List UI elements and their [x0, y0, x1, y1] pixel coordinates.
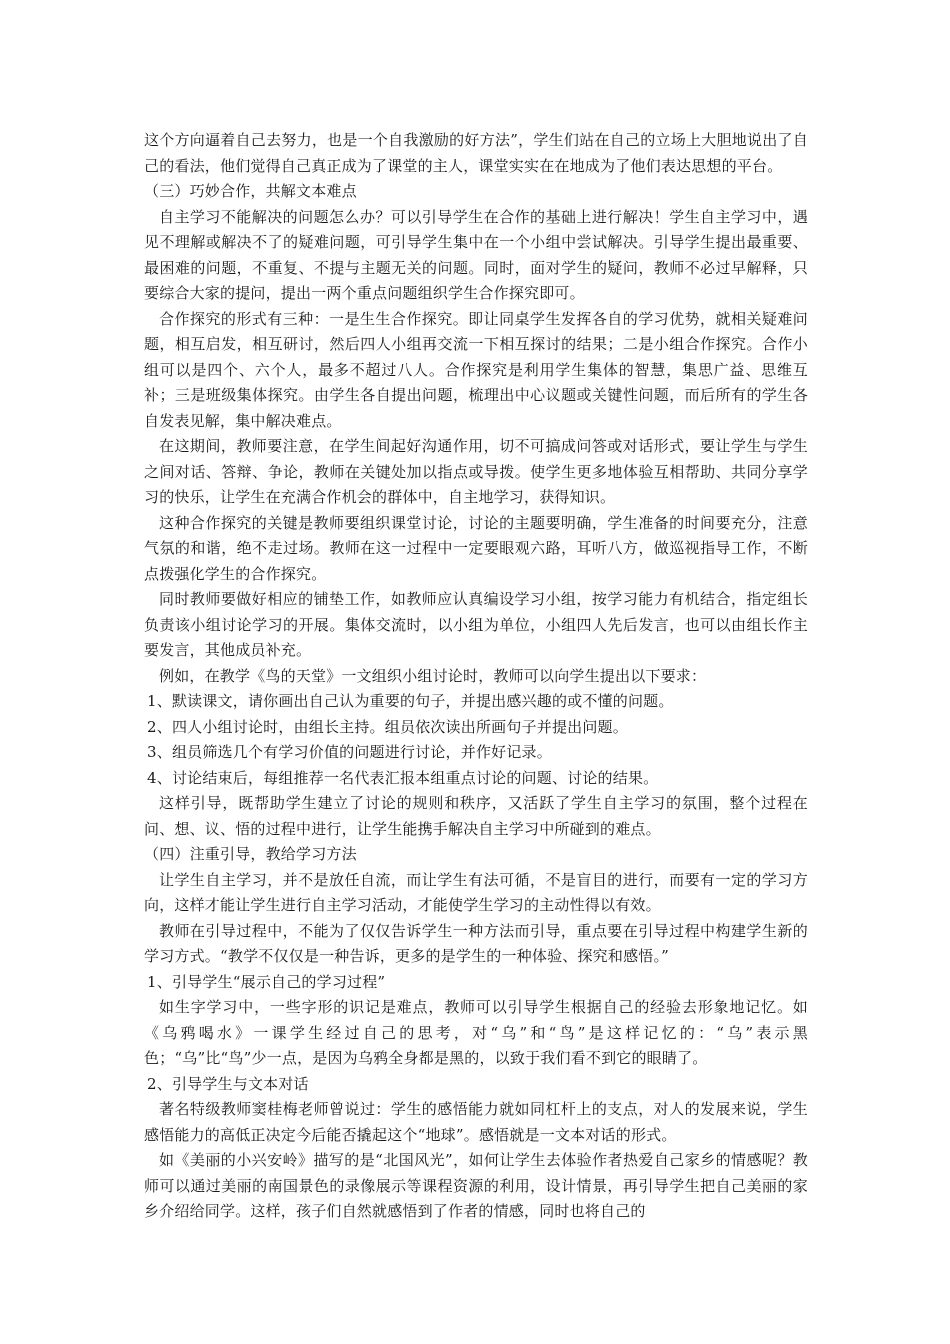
paragraph: 让学生自主学习，并不是放任自流，而让学生有法可循，不是盲目的进行，而要有一定的学习方向，这样才能让学生进行自主学习活动，才能使学生学习的主动性得以有效。 — [144, 870, 808, 914]
list-item: 1、默读课文，请你画出自己认为重要的句子，并提出感兴趣的或不懂的问题。 — [147, 692, 674, 710]
paragraph: 合作探究的形式有三种：一是生生合作探究。即让同桌学生发挥各自的学习优势，就相关疑难问题，相互启发，相互研讨，然后四人小组再交流一下相互探讨的结果；二是小组合作探究。合作小组可以是四个、六个人，最多不超过八人。合作探究是利用学生集体的智慧，集思广益、思维互补；三是班级集体探究。由学生各自提出问题，梳理出中心议题或关键性问题，而后所有的学生各自发表见解，集中解决难点。 — [144, 309, 808, 430]
list-item: 3、组员筛选几个有学习价值的问题进行讨论，并作好记录。 — [147, 743, 552, 761]
document-body — [144, 128, 808, 1225]
paragraph: 例如，在教学《鸟的天堂》一文组织小组讨论时，教师可以向学生提出以下要求： — [159, 666, 707, 685]
paragraph: 同时教师要做好相应的铺垫工作，如教师应认真编设学习小组，按学习能力有机结合，指定组长负责该小组讨论学习的开展。集体交流时，以小组为单位，小组四人先后发言，也可以由组长作主要发言，其他成员补充。 — [144, 590, 808, 659]
paragraph: 著名特级教师窦桂梅老师曾说过：学生的感悟能力就如同杠杆上的支点，对人的发展来说，学生感悟能力的高低正决定今后能否撬起这个“地球”。感悟就是一文本对话的形式。 — [144, 1100, 808, 1144]
paragraph: 这种合作探究的关键是教师要组织课堂讨论，讨论的主题要明确，学生准备的时间要充分，注意气氛的和谐，绝不走过场。教师在这一过程中一定要眼观六路，耳听八方，做巡视指导工作，不断点拨强化学生的合作探究。 — [144, 513, 808, 583]
section-heading-4: （四）注重引导，教给学习方法 — [144, 845, 357, 863]
paragraph-continuation: 这个方向逼着自己去努力，也是一个自我激励的好方法”，学生们站在自己的立场上大胆地说出了自己的看法，他们觉得自己真正成为了课堂的主人，课堂实实在在地成为了他们表达思想的平台。 — [144, 131, 808, 175]
paragraph: 这样引导，既帮助学生建立了讨论的规则和秩序，又活跃了学生自主学习的氛围，整个过程在问、想、议、悟的过程中进行，让学生能携手解决自主学习中所碰到的难点。 — [144, 794, 808, 838]
section-heading-3: （三）巧妙合作，共解文本难点 — [144, 182, 357, 200]
paragraph: 自主学习不能解决的问题怎么办？可以引导学生在合作的基础上进行解决！学生自主学习中，遇见不理解或解决不了的疑难问题，可引导学生集中在一个小组中尝试解决。引导学生提出最重要、最困难的问题，不重复、不提与主题无关的问题。同时，面对学生的疑问，教师不必过早解释，只要综合大家的提问，提出一两个重点问题组织学生合作探究即可。 — [144, 207, 808, 302]
paragraph: 教师在引导过程中，不能为了仅仅告诉学生一种方法而引导，重点要在引导过程中构建学生新的学习方式。“教学不仅仅是一种告诉，更多的是学生的一种体验、探究和感悟。” — [144, 921, 808, 965]
paragraph: 在这期间，教师要注意，在学生间起好沟通作用，切不可搞成问答或对话形式，要让学生与学生之间对话、答辩、争论，教师在关键处加以指点或导拨。使学生更多地体验互相帮助、共同分享学习的快乐，让学生在充满合作机会的群体中，自主地学习，获得知识。 — [144, 437, 808, 506]
subheading: 2、引导学生与文本对话 — [147, 1074, 309, 1093]
list-item: 4、讨论结束后，每组推荐一名代表汇报本组重点讨论的问题、讨论的结果。 — [147, 768, 659, 787]
list-item: 2、四人小组讨论时，由组长主持。组员依次读出所画句子并提出问题。 — [147, 717, 628, 736]
subheading: 1、引导学生“展示自己的学习过程” — [147, 972, 386, 991]
paragraph: 如生字学习中，一些字形的识记是难点，教师可以引导学生根据自己的经验去形象地记忆。如《乌鸦喝水》一课学生经过自己的思考，对“乌”和“鸟”是这样记忆的：“乌”表示黑色；“乌”比“鸟”少一点，是因为乌鸦全身都是黑的，以致于我们看不到它的眼睛了。 — [144, 998, 808, 1067]
paragraph: 如《美丽的小兴安岭》描写的是“北国风光”，如何让学生去体验作者热爱自己家乡的情感呢？教师可以通过美丽的南国景色的录像展示等课程资源的利用，设计情景，再引导学生把自己美丽的家乡介绍给同学。这样，孩子们自然就感悟到了作者的情感，同时也将自己的 — [144, 1151, 808, 1220]
